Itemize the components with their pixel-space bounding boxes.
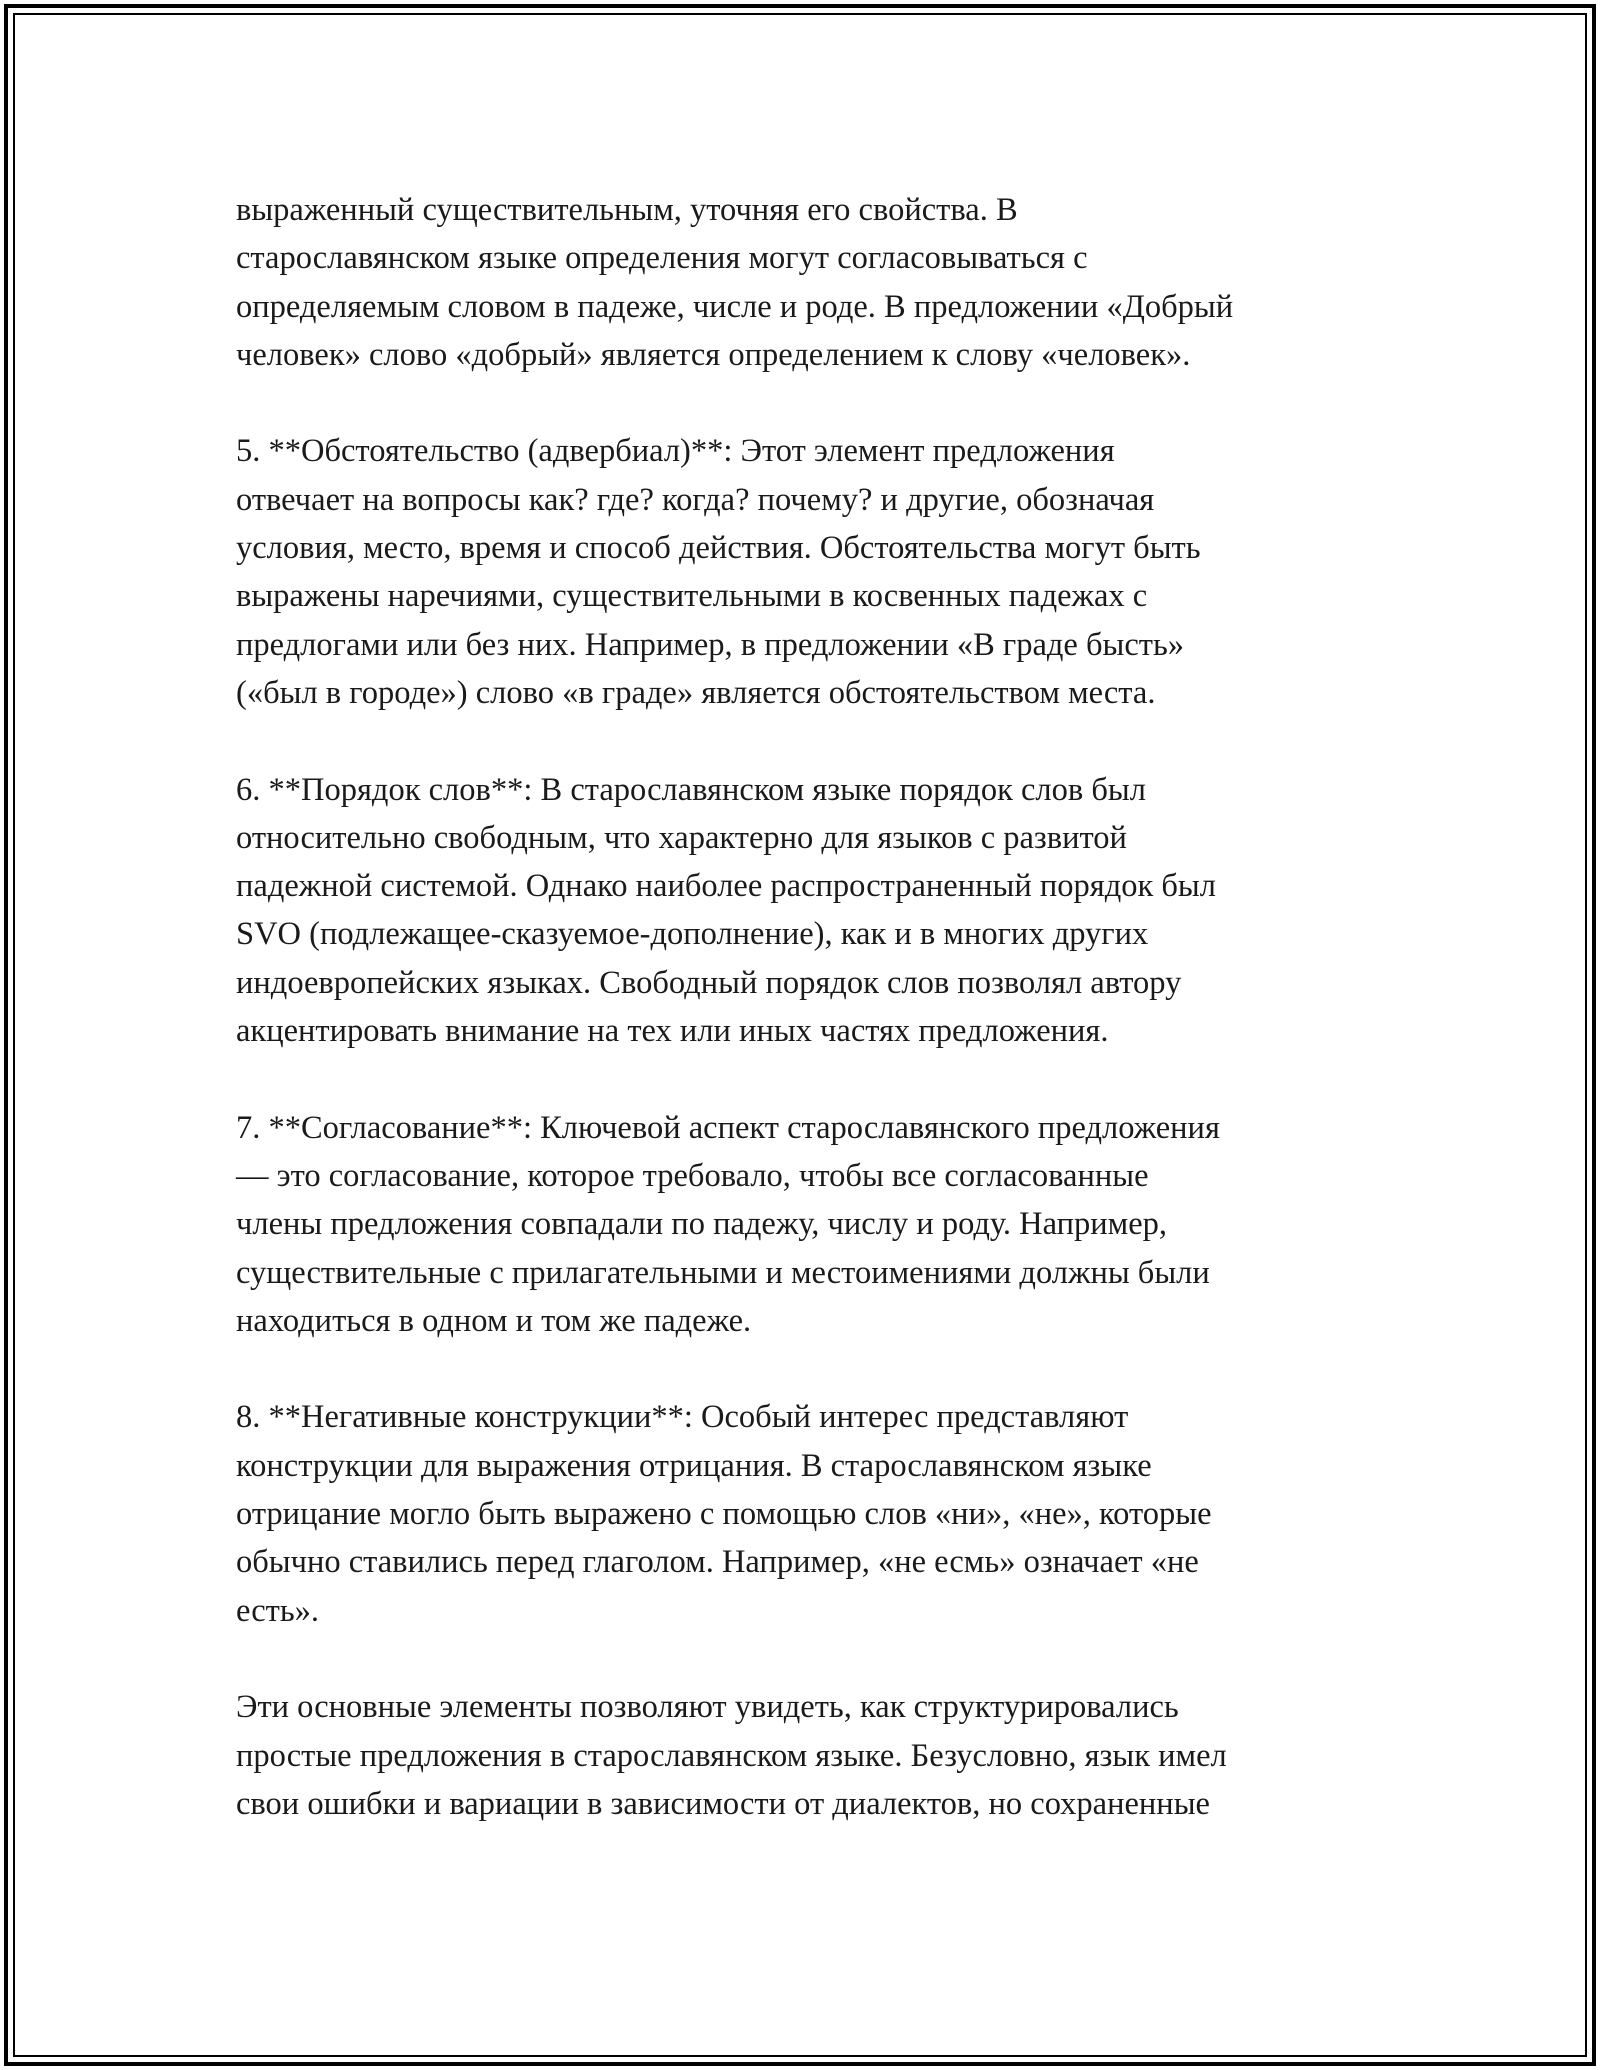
text-line: определяемым словом в падеже, числе и роде. В предложении «Добрый	[236, 288, 1234, 325]
paragraph-gap	[236, 379, 1386, 427]
text-line: отвечает на вопросы как? где? когда? почему? и другие, обозначая	[236, 481, 1155, 518]
paragraph-gap	[236, 1345, 1386, 1393]
text-line: («был в городе») слово «в граде» является обстоятельством места.	[236, 674, 1156, 711]
paragraph-gap	[236, 1635, 1386, 1683]
text-line: 8. **Негативные конструкции**: Особый интерес представляют	[236, 1399, 1129, 1436]
document-body	[236, 186, 1386, 1828]
text-line: обычно ставились перед глаголом. Например, «не есмь» означает «не	[236, 1544, 1199, 1581]
text-line: 7. **Согласование**: Ключевой аспект старославянского предложения	[236, 1109, 1220, 1146]
text-line: предлогами или без них. Например, в предложении «В граде бысть»	[236, 626, 1185, 663]
text-line: человек» слово «добрый» является определением к слову «человек».	[236, 336, 1191, 373]
text-line: конструкции для выражения отрицания. В старославянском языке	[236, 1447, 1152, 1484]
text-line: свои ошибки и вариации в зависимости от диалектов, но сохраненные	[236, 1785, 1210, 1822]
text-line: SVO (подлежащее-сказуемое-дополнение), как и в многих других	[236, 916, 1149, 953]
text-line: падежной системой. Однако наиболее распространенный порядок был	[236, 868, 1216, 905]
text-line: 5. **Обстоятельство (адвербиал)**: Этот элемент предложения	[236, 433, 1115, 470]
text-line: выраженный существительным, уточняя его свойства. В	[236, 192, 1018, 228]
text-line: индоевропейских языках. Свободный порядок слов позволял автору	[236, 964, 1182, 1001]
paragraph-gap	[236, 717, 1386, 765]
text-line: есть».	[236, 1592, 320, 1629]
text-line: находиться в одном и том же падеже.	[236, 1302, 752, 1339]
text-line: простые предложения в старославянском языке. Безусловно, язык имел	[236, 1737, 1227, 1774]
paragraph-gap	[236, 1055, 1386, 1103]
text-line: существительные с прилагательными и местоимениями должны были	[236, 1254, 1210, 1291]
text-line: Эти основные элементы позволяют увидеть, как структурировались	[236, 1689, 1179, 1726]
text-line: члены предложения совпадали по падежу, числу и роду. Например,	[236, 1206, 1168, 1243]
text-line: — это согласование, которое требовало, чтобы все согласованные	[236, 1157, 1149, 1194]
text-line: относительно свободным, что характерно для языков с развитой	[236, 819, 1127, 856]
text-line: выражены наречиями, существительными в косвенных падежах с	[236, 578, 1148, 615]
text-line: отрицание могло быть выражено с помощью слов «ни», «не», которые	[236, 1496, 1212, 1533]
text-line: старославянском языке определения могут согласовываться с	[236, 240, 1088, 277]
text-line: акцентировать внимание на тех или иных частях предложения.	[236, 1013, 1109, 1050]
text-line: 6. **Порядок слов**: В старославянском языке порядок слов был	[236, 771, 1146, 808]
text-line: условия, место, время и способ действия. Обстоятельства могут быть	[236, 530, 1201, 567]
